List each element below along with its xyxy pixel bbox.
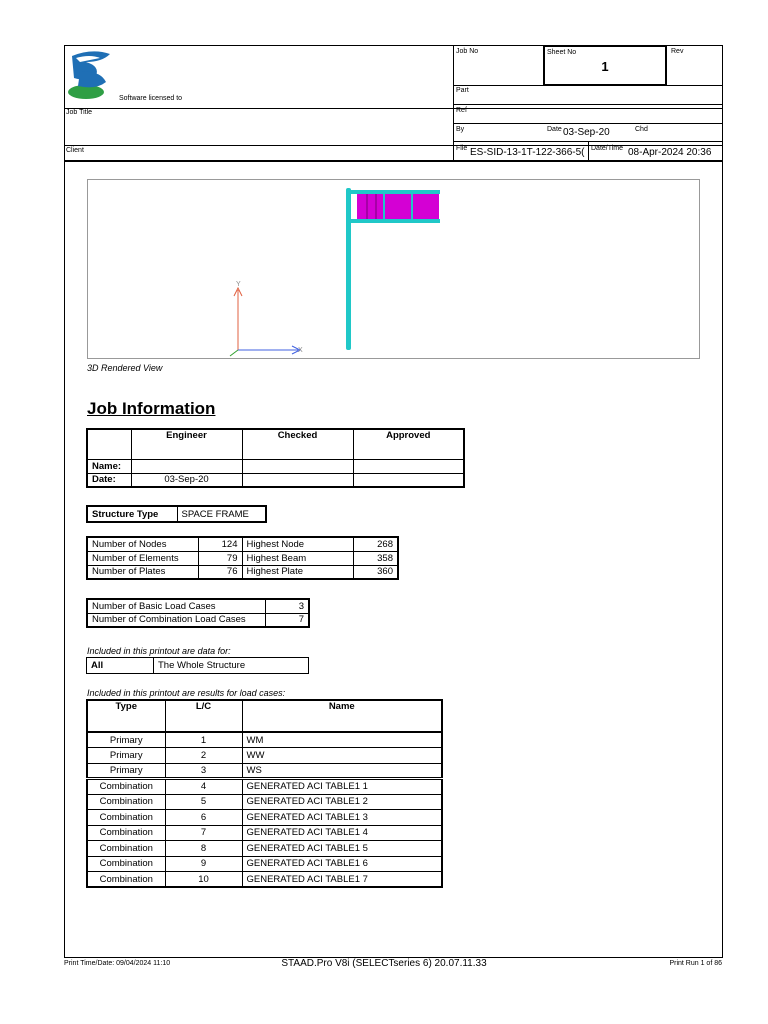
- table-row-type: Combination: [87, 810, 165, 826]
- table-row-type: Combination: [87, 794, 165, 810]
- basic-load-label: Number of Basic Load Cases: [87, 599, 265, 613]
- engineer-date: 03-Sep-20: [131, 473, 242, 487]
- engineer-header: Engineer: [131, 429, 242, 459]
- view-caption: 3D Rendered View: [87, 363, 163, 373]
- column-member: [346, 188, 351, 350]
- approved-header: Approved: [353, 429, 464, 459]
- datetime-value: 08-Apr-2024 20:36: [628, 147, 712, 158]
- checked-header: Checked: [242, 429, 353, 459]
- print-time: Print Time/Date: 09/04/2024 11:10: [64, 960, 171, 967]
- combination-load-label: Number of Combination Load Cases: [87, 613, 265, 627]
- part-label: Part: [456, 87, 469, 94]
- table-row-type: Primary: [87, 748, 165, 764]
- included-data-key: All: [87, 658, 154, 674]
- table-row-type: Combination: [87, 872, 165, 888]
- table-row-name: GENERATED ACI TABLE1 2: [242, 794, 442, 810]
- job-info-header-blank: [87, 429, 131, 459]
- table-row-type: Primary: [87, 763, 165, 779]
- table-row-lc: 8: [165, 841, 242, 857]
- table-row-type: Combination: [87, 841, 165, 857]
- load-cases-table: [86, 699, 443, 888]
- date-value: 03-Sep-20: [563, 127, 610, 138]
- lc-header: L/C: [165, 700, 242, 732]
- nodes-value: 124: [198, 537, 242, 551]
- table-row-lc: 6: [165, 810, 242, 826]
- table-row-lc: 7: [165, 825, 242, 841]
- plate-panel: [357, 194, 439, 219]
- load-cases-caption: Included in this printout are results for load cases:: [87, 688, 286, 698]
- table-row-name: GENERATED ACI TABLE1 7: [242, 872, 442, 888]
- x-axis-label: X: [298, 347, 303, 354]
- table-row-lc: 1: [165, 732, 242, 748]
- elements-value: 79: [198, 551, 242, 565]
- table-row-lc: 5: [165, 794, 242, 810]
- table-row-name: GENERATED ACI TABLE1 1: [242, 779, 442, 795]
- load-counts-table: [86, 598, 310, 628]
- sheet-no-box: [543, 45, 667, 86]
- table-row-type: Combination: [87, 779, 165, 795]
- table-row-name: GENERATED ACI TABLE1 5: [242, 841, 442, 857]
- table-row-name: GENERATED ACI TABLE1 3: [242, 810, 442, 826]
- rendered-view: [87, 179, 700, 359]
- name-label: Name:: [87, 459, 131, 473]
- highest-plate-label: Highest Plate: [242, 565, 353, 579]
- structure-type-table: [86, 505, 267, 523]
- job-info-title: Job Information: [87, 399, 216, 418]
- job-no-label: Job No: [456, 48, 479, 55]
- highest-node-value: 268: [353, 537, 398, 551]
- sheet-no-label: Sheet No: [547, 49, 577, 56]
- title-block: [64, 45, 723, 163]
- included-data-value: The Whole Structure: [154, 658, 309, 674]
- table-row-name: GENERATED ACI TABLE1 6: [242, 856, 442, 872]
- program-version: STAAD.Pro V8i (SELECTseries 6) 20.07.11.33: [281, 958, 487, 969]
- highest-beam-label: Highest Beam: [242, 551, 353, 565]
- counts-table: [86, 536, 399, 580]
- job-title-label: Job Title: [66, 109, 93, 116]
- combination-load-value: 7: [265, 613, 309, 627]
- structure-render: [88, 180, 699, 358]
- nodes-label: Number of Nodes: [87, 537, 198, 551]
- table-row-type: Combination: [87, 825, 165, 841]
- table-row-lc: 2: [165, 748, 242, 764]
- table-row-lc: 4: [165, 779, 242, 795]
- structure-type-label: Structure Type: [87, 506, 177, 522]
- licensed-to-label: Software licensed to: [119, 95, 183, 102]
- ref-label: Ref: [456, 107, 467, 114]
- table-row-lc: 10: [165, 872, 242, 888]
- highest-beam-value: 358: [353, 551, 398, 565]
- table-row-name: WS: [242, 763, 442, 779]
- plates-label: Number of Plates: [87, 565, 198, 579]
- beam-bottom: [346, 219, 440, 223]
- bentley-logo-icon: [66, 48, 118, 102]
- basic-load-value: 3: [265, 599, 309, 613]
- table-row-lc: 3: [165, 763, 242, 779]
- plates-value: 76: [198, 565, 242, 579]
- structure-type-value: SPACE FRAME: [177, 506, 266, 522]
- name-header: Name: [242, 700, 442, 732]
- datetime-label: Date/Time: [591, 145, 624, 152]
- table-row-type: Combination: [87, 856, 165, 872]
- type-header: Type: [87, 700, 165, 732]
- print-run: Print Run 1 of 86: [669, 960, 722, 967]
- table-row-type: Primary: [87, 732, 165, 748]
- table-row-name: GENERATED ACI TABLE1 4: [242, 825, 442, 841]
- job-info-table: [86, 428, 465, 488]
- highest-node-label: Highest Node: [242, 537, 353, 551]
- file-label: File: [456, 145, 468, 152]
- beam-top: [346, 190, 440, 194]
- date-label: Date: [547, 126, 562, 133]
- chd-label: Chd: [635, 126, 648, 133]
- included-data-caption: Included in this printout are data for:: [87, 646, 231, 656]
- by-label: By: [456, 126, 465, 133]
- file-value: ES-SID-13-1T-122-366-5(: [470, 147, 585, 158]
- rev-label: Rev: [671, 48, 684, 55]
- date-row-label: Date:: [87, 473, 131, 487]
- client-label: Client: [66, 147, 84, 154]
- included-data-table: [86, 657, 309, 674]
- elements-label: Number of Elements: [87, 551, 198, 565]
- table-row-lc: 9: [165, 856, 242, 872]
- sheet-no-value: 1: [601, 59, 609, 74]
- table-row-name: WW: [242, 748, 442, 764]
- y-axis-label: Y: [236, 281, 241, 288]
- highest-plate-value: 360: [353, 565, 398, 579]
- table-row-name: WM: [242, 732, 442, 748]
